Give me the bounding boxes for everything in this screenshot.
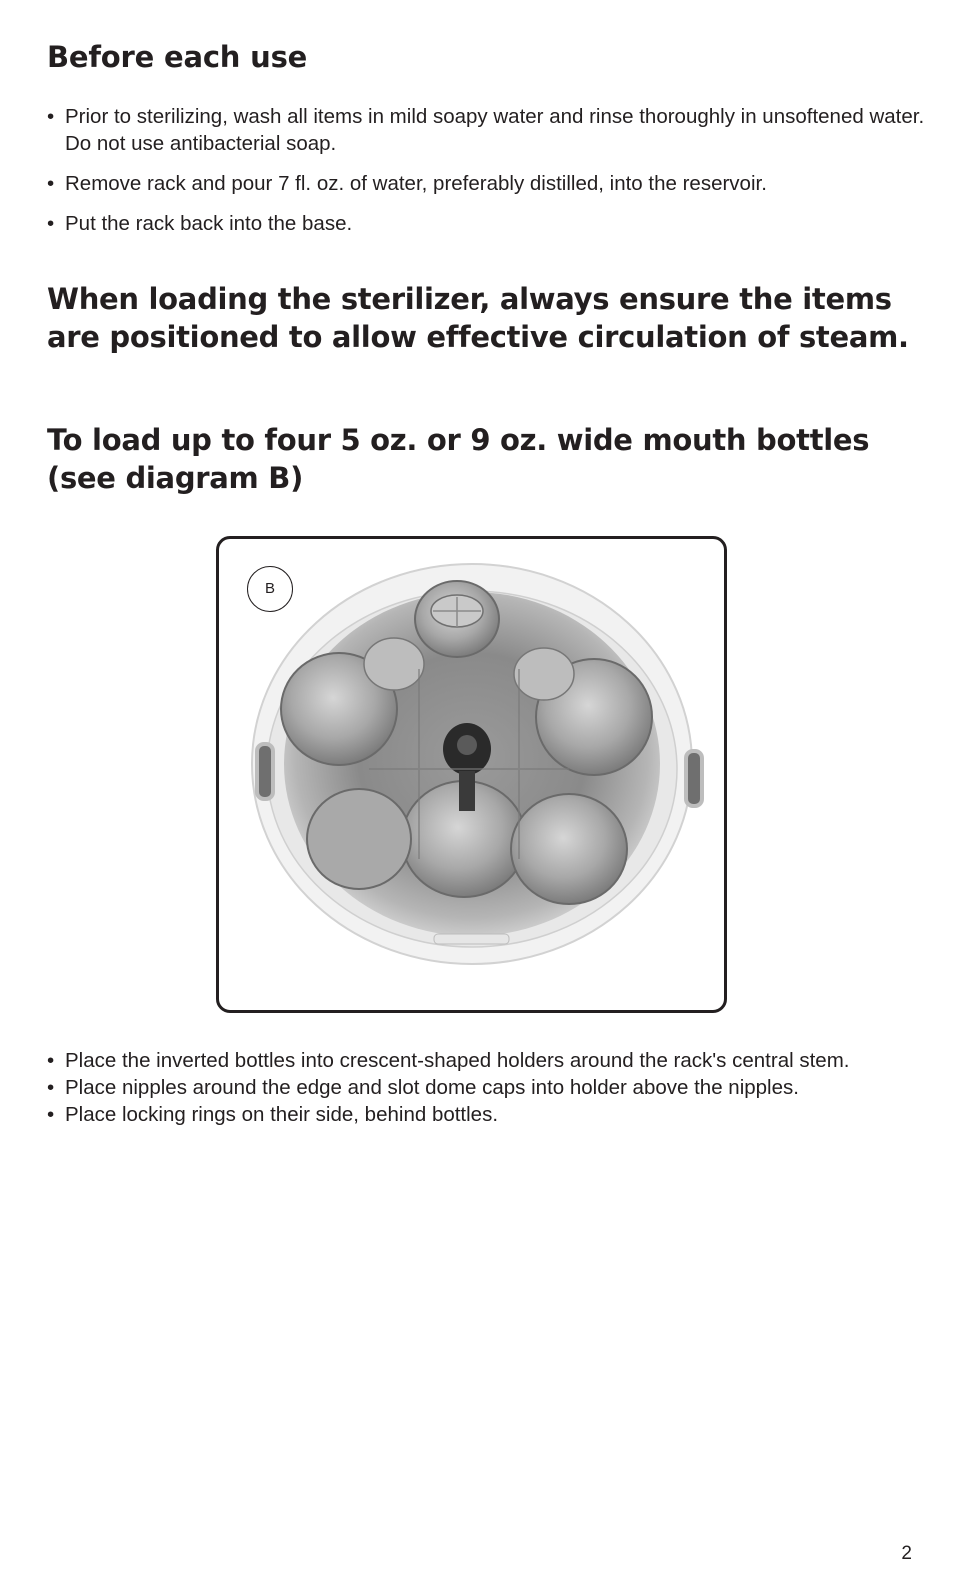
page-number: 2: [901, 1543, 912, 1564]
list-item: • Place nipples around the edge and slot dome caps into holder above the nipples.: [47, 1074, 927, 1101]
diagram-label-badge: B: [247, 566, 293, 612]
list-item: • Prior to sterilizing, wash all items in mild soapy water and rinse thoroughly in unsoftened water. Do not use antibacterial soap.: [47, 103, 927, 157]
heading-load-bottles: To load up to four 5 oz. or 9 oz. wide mouth bottles (see diagram B): [47, 423, 870, 495]
diagram-b: [216, 536, 727, 1013]
sterilizer-rack-illustration: [219, 539, 724, 1010]
list-item: • Put the rack back into the base.: [47, 210, 927, 237]
heading-loading-note: When loading the sterilizer, always ensure the items are positioned to allow effective circulation of steam.: [47, 282, 909, 354]
list-item: • Remove rack and pour 7 fl. oz. of water, preferably distilled, into the reservoir.: [47, 170, 927, 197]
before-each-use-list: [47, 103, 927, 250]
list-item: • Place locking rings on their side, behind bottles.: [47, 1101, 927, 1128]
list-item: • Place the inverted bottles into crescent-shaped holders around the rack's central stem.: [47, 1047, 927, 1074]
load-bottles-list: [47, 1047, 927, 1128]
heading-before-each-use: Before each use: [47, 40, 308, 74]
